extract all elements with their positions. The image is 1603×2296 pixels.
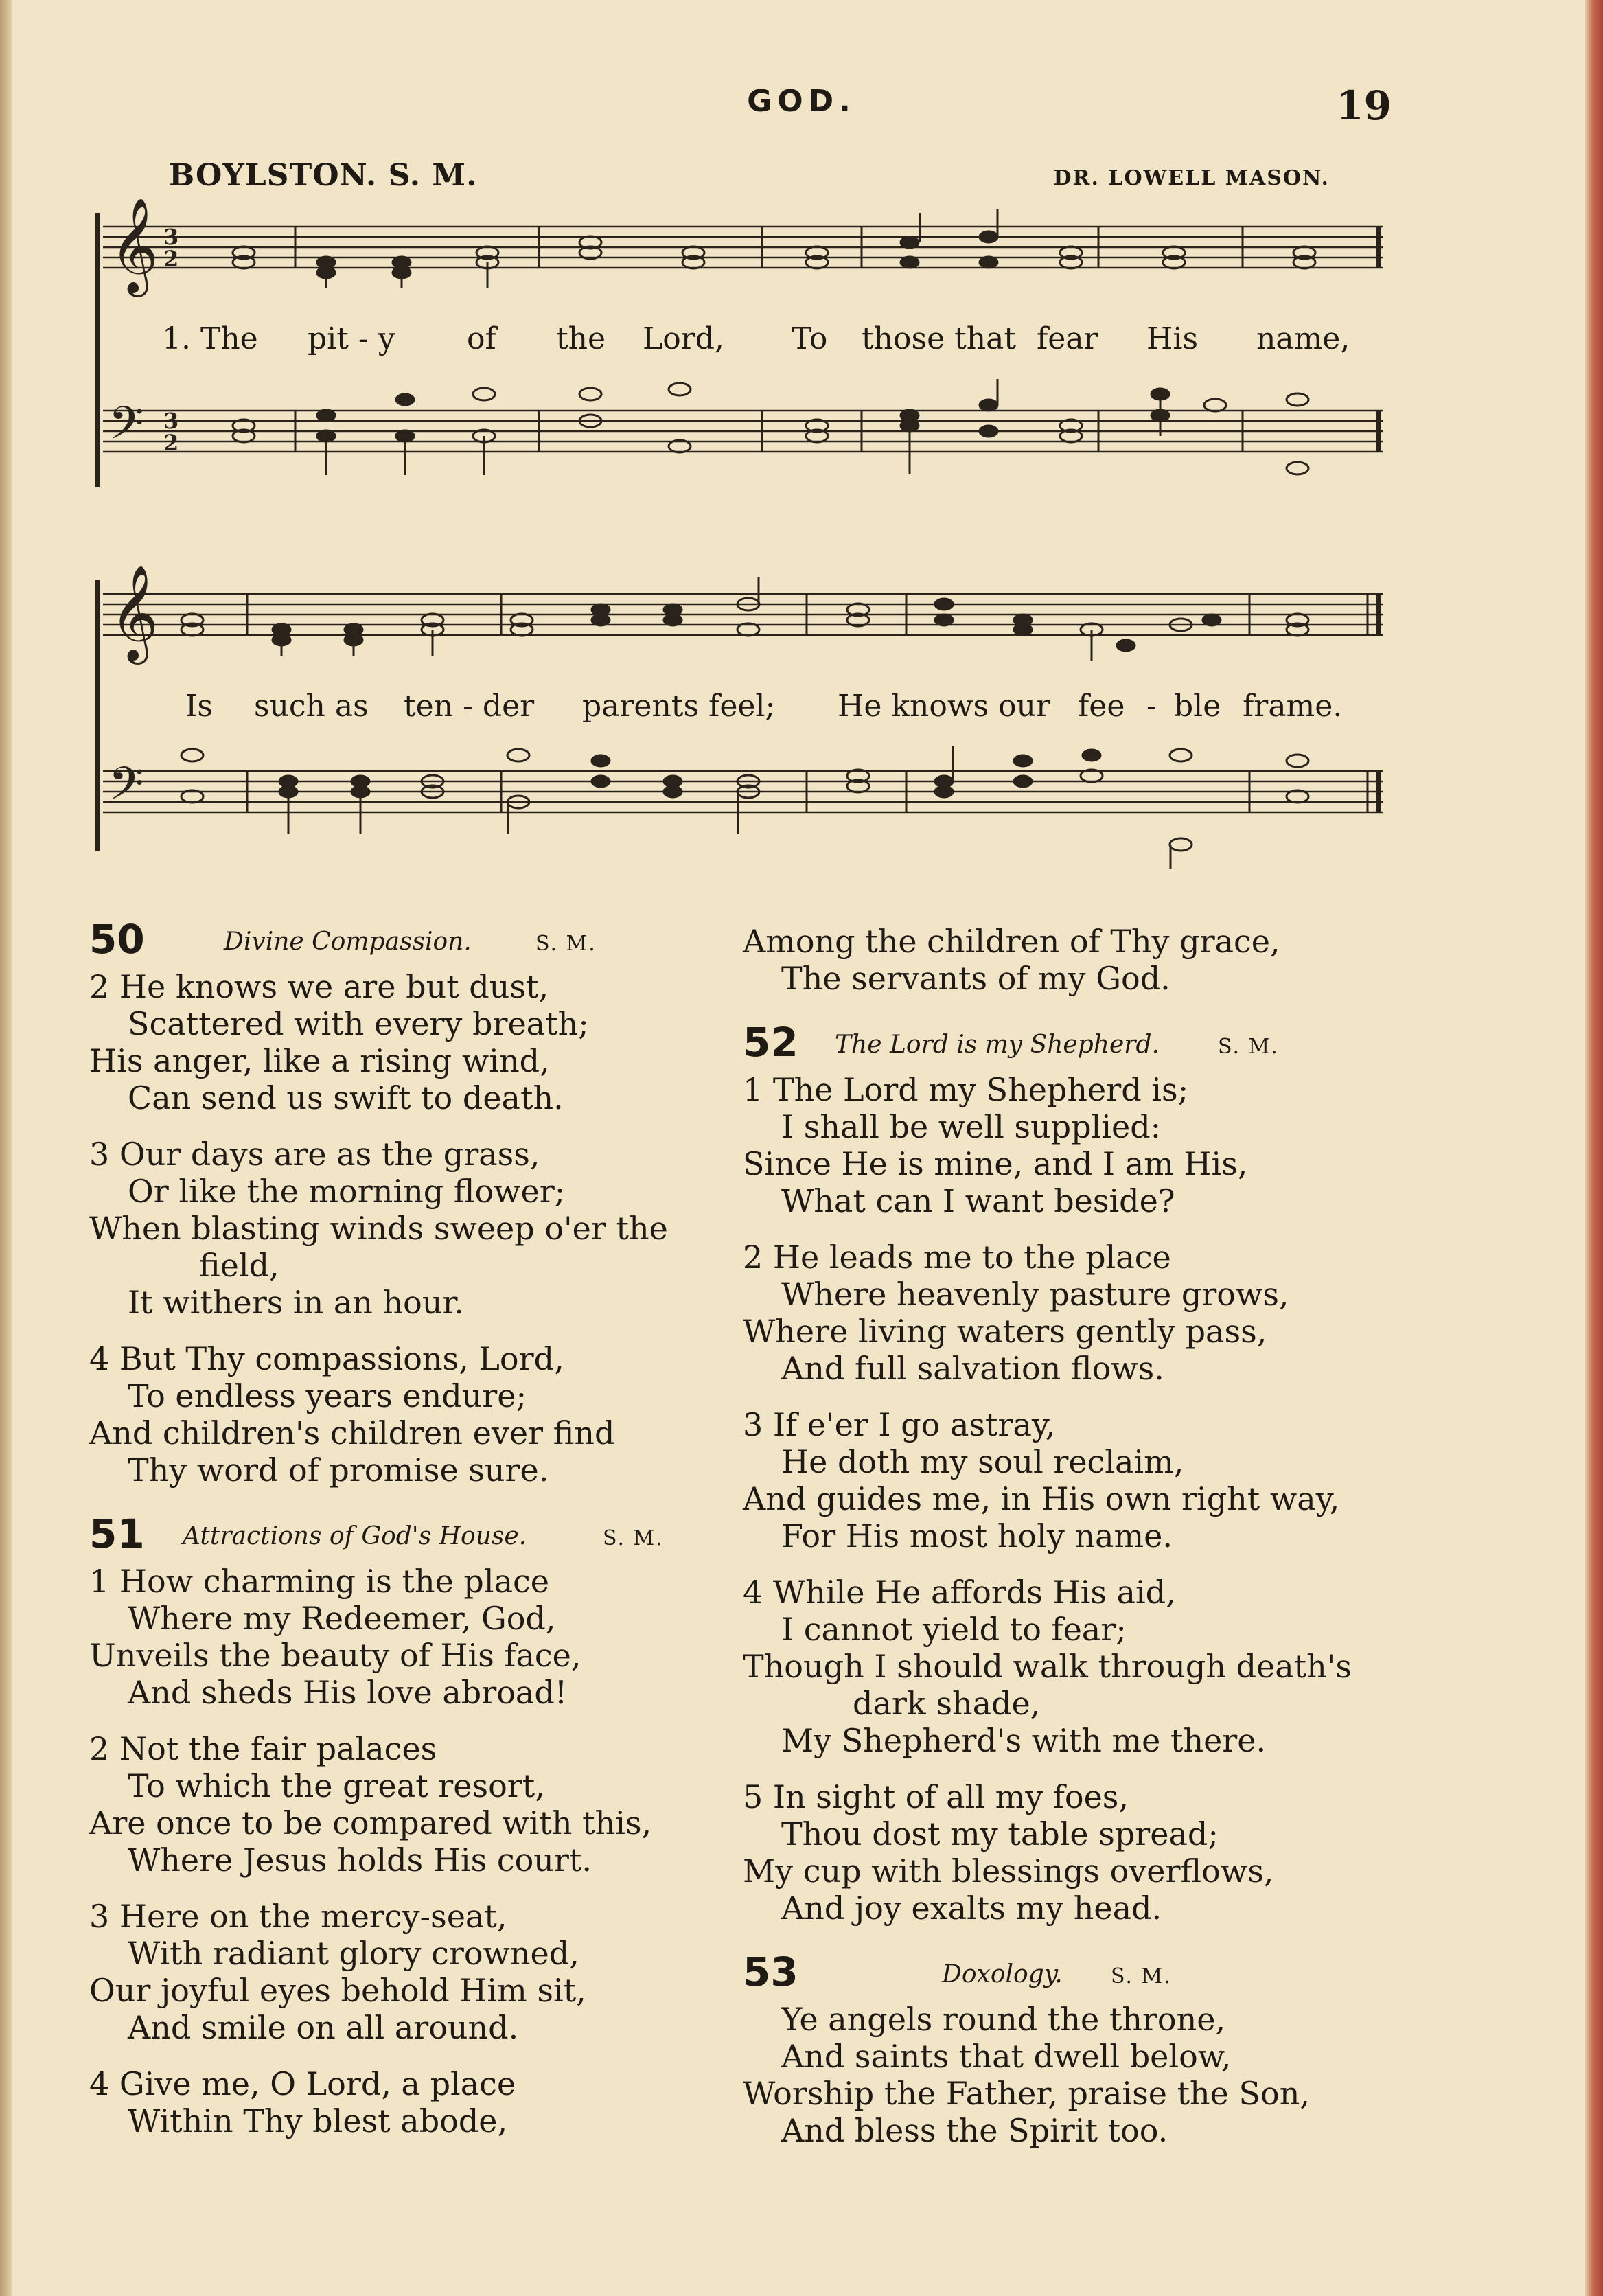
lyric-syllable: parents feel;: [582, 689, 776, 724]
lyric-syllable: name,: [1256, 321, 1350, 356]
verse-line: What can I want beside?: [781, 1182, 1175, 1219]
verse-line: Scattered with every breath;: [128, 1005, 589, 1042]
verse-line: Thou dost my table spread;: [781, 1815, 1219, 1852]
lyric-syllable: ten - der: [404, 689, 535, 724]
stanza: [743, 1239, 1402, 1387]
verse-line: It withers in an hour.: [128, 1284, 465, 1321]
lyric-syllable: 1. The: [162, 321, 258, 356]
svg-text:𝄢: 𝄢: [108, 397, 144, 461]
page-edge-left: [0, 0, 12, 2296]
verse-line: 4 Give me, O Lord, a place: [89, 2065, 516, 2102]
lyric-syllable: Is: [185, 689, 213, 724]
verse-line: Since He is mine, and I am His,: [743, 1145, 1248, 1182]
verse-line: And guides me, in His own right way,: [743, 1480, 1340, 1517]
verse-line: Unveils the beauty of His face,: [89, 1637, 581, 1674]
hymn-title: Attractions of God's House.: [183, 1522, 527, 1550]
stanza: [743, 2001, 1402, 2149]
verse-line: And sheds His love abroad!: [128, 1674, 568, 1711]
hymn-heading: [89, 913, 748, 968]
verse-line: 2 He knows we are but dust,: [89, 968, 549, 1005]
stanza: [89, 1563, 748, 1711]
verse-line: Worship the Father, praise the Son,: [743, 2075, 1310, 2112]
verse-line: His anger, like a rising wind,: [89, 1042, 550, 1079]
stanza: [89, 1340, 748, 1489]
stanza: [743, 1574, 1402, 1759]
verse-line: 4 While He affords His aid,: [743, 1574, 1176, 1611]
verse-line: To which the great resort,: [128, 1767, 545, 1804]
hymn-50: [89, 913, 748, 1489]
verse-line: 1 The Lord my Shepherd is;: [743, 1071, 1189, 1108]
hymn-title: The Lord is my Shepherd.: [835, 1031, 1160, 1059]
hymn-meter: S. M.: [1218, 1035, 1279, 1059]
lyric-syllable: ble: [1174, 689, 1221, 724]
svg-text:3: 3: [163, 224, 179, 250]
hymn-number: 51: [89, 1511, 145, 1557]
verse-line: With radiant glory crowned,: [128, 1935, 579, 1972]
verse-line: 3 Here on the mercy-seat,: [89, 1898, 507, 1935]
verse-line: field,: [199, 1247, 279, 1284]
svg-text:2: 2: [163, 430, 179, 456]
verse-line: 4 But Thy compassions, Lord,: [89, 1340, 564, 1377]
verse-line: Where my Redeemer, God,: [128, 1600, 556, 1637]
verse-line: Among the children of Thy grace,: [743, 923, 1280, 960]
verse-line: And children's children ever find: [89, 1414, 615, 1451]
hymn-heading: [743, 1016, 1402, 1071]
lyric-syllable: those that: [862, 321, 1017, 356]
svg-text:2: 2: [163, 246, 179, 272]
stanza: [743, 1406, 1402, 1554]
verse-line: Where Jesus holds His court.: [128, 1841, 592, 1879]
hymn-52: [743, 1016, 1402, 1927]
lyric-syllable: such as: [254, 689, 369, 724]
tune-composer: DR. LOWELL MASON.: [1053, 166, 1330, 190]
stanza: [89, 2065, 748, 2139]
verse-line: Thy word of promise sure.: [128, 1451, 549, 1489]
music-system-1: [89, 199, 1394, 487]
verse-line: Or like the morning flower;: [128, 1173, 566, 1210]
hymn-51: [89, 1508, 748, 2139]
tune-name: BOYLSTON. S. M.: [169, 158, 478, 193]
lyric-syllable: of: [467, 321, 496, 356]
right-column: [743, 913, 1402, 2168]
verse-line: 3 Our days are as the grass,: [89, 1136, 540, 1173]
verse-line: And bless the Spirit too.: [781, 2112, 1168, 2149]
page-edge-right: [1585, 0, 1603, 2296]
verse-line: Though I should walk through death's: [743, 1648, 1352, 1685]
hymn-51-continued: [743, 923, 1402, 997]
verse-line: 2 He leads me to the place: [743, 1239, 1171, 1276]
lyric-syllable: fear: [1037, 321, 1098, 356]
verse-line: And saints that dwell below,: [781, 2038, 1232, 2075]
verse-line: And smile on all around.: [128, 2009, 519, 2046]
verse-line: Where heavenly pasture grows,: [781, 1276, 1289, 1313]
verse-line: Where living waters gently pass,: [743, 1313, 1267, 1350]
music-system-2: [89, 566, 1394, 869]
verse-line: Ye angels round the throne,: [781, 2001, 1226, 2038]
hymn-title: Doxology.: [942, 1960, 1063, 1988]
hymn-number: 50: [89, 916, 145, 963]
lyric-syllable: frame.: [1243, 689, 1343, 724]
verse-line: Can send us swift to death.: [128, 1079, 564, 1116]
verse-line: I shall be well supplied:: [781, 1108, 1162, 1145]
verse-line: To endless years endure;: [128, 1377, 527, 1414]
verse-line: My Shepherd's with me there.: [781, 1722, 1267, 1759]
lyric-syllable: -: [1146, 689, 1157, 724]
stanza: [89, 1730, 748, 1879]
svg-text:𝄢: 𝄢: [108, 757, 144, 821]
stanza: [743, 1071, 1402, 1219]
hymn-number: 53: [743, 1949, 798, 1995]
verse-line: The servants of my God.: [781, 960, 1170, 997]
lyric-syllable: Lord,: [643, 321, 724, 356]
verse-line: 5 In sight of all my foes,: [743, 1778, 1129, 1815]
verse-line: He doth my soul reclaim,: [781, 1443, 1184, 1480]
verse-line: 1 How charming is the place: [89, 1563, 549, 1600]
svg-text:𝄞: 𝄞: [110, 199, 159, 293]
lyric-syllable: His: [1146, 321, 1199, 356]
stanza: [89, 968, 748, 1116]
lyric-syllable: the: [556, 321, 606, 356]
hymn-meter: S. M.: [1111, 1964, 1172, 1988]
hymn-meter: S. M.: [603, 1526, 664, 1550]
verse-line: Our joyful eyes behold Him sit,: [89, 1972, 586, 2009]
hymn-meter: S. M.: [535, 932, 597, 956]
verse-line: 3 If e'er I go astray,: [743, 1406, 1056, 1443]
verse-line: Within Thy blest abode,: [128, 2102, 508, 2139]
stanza: [743, 1778, 1402, 1927]
verse-line: Are once to be compared with this,: [89, 1804, 652, 1841]
lyric-syllable: pit - y: [308, 321, 395, 356]
verse-line: My cup with blessings overflows,: [743, 1852, 1274, 1890]
verse-line: dark shade,: [853, 1685, 1041, 1722]
verse-line: And joy exalts my head.: [781, 1890, 1162, 1927]
hymn-heading: [89, 1508, 748, 1563]
stanza: [89, 1898, 748, 2046]
hymn-53: [743, 1946, 1402, 2149]
lyric-syllable: He knows our: [838, 689, 1050, 724]
verse-line: For His most holy name.: [781, 1517, 1173, 1554]
svg-text:𝄞: 𝄞: [110, 566, 159, 661]
verse-line: 2 Not the fair palaces: [89, 1730, 437, 1767]
hymn-number: 52: [743, 1019, 798, 1066]
stanza: [89, 1136, 748, 1321]
verse-line: I cannot yield to fear;: [781, 1611, 1127, 1648]
hymn-title: Divine Compassion.: [224, 928, 472, 956]
hymn-heading: [743, 1946, 1402, 2001]
lyric-line-2: [89, 689, 1394, 730]
page-number: 19: [1336, 82, 1392, 129]
lyric-syllable: To: [792, 321, 828, 356]
verse-line: And full salvation flows.: [781, 1350, 1164, 1387]
verse-line: When blasting winds sweep o'er the: [89, 1210, 668, 1247]
svg-text:3: 3: [163, 408, 179, 434]
page-header-title: GOD.: [747, 84, 856, 119]
lyric-syllable: fee: [1078, 689, 1125, 724]
lyric-line-1: [89, 321, 1394, 363]
left-column: [89, 913, 748, 2159]
